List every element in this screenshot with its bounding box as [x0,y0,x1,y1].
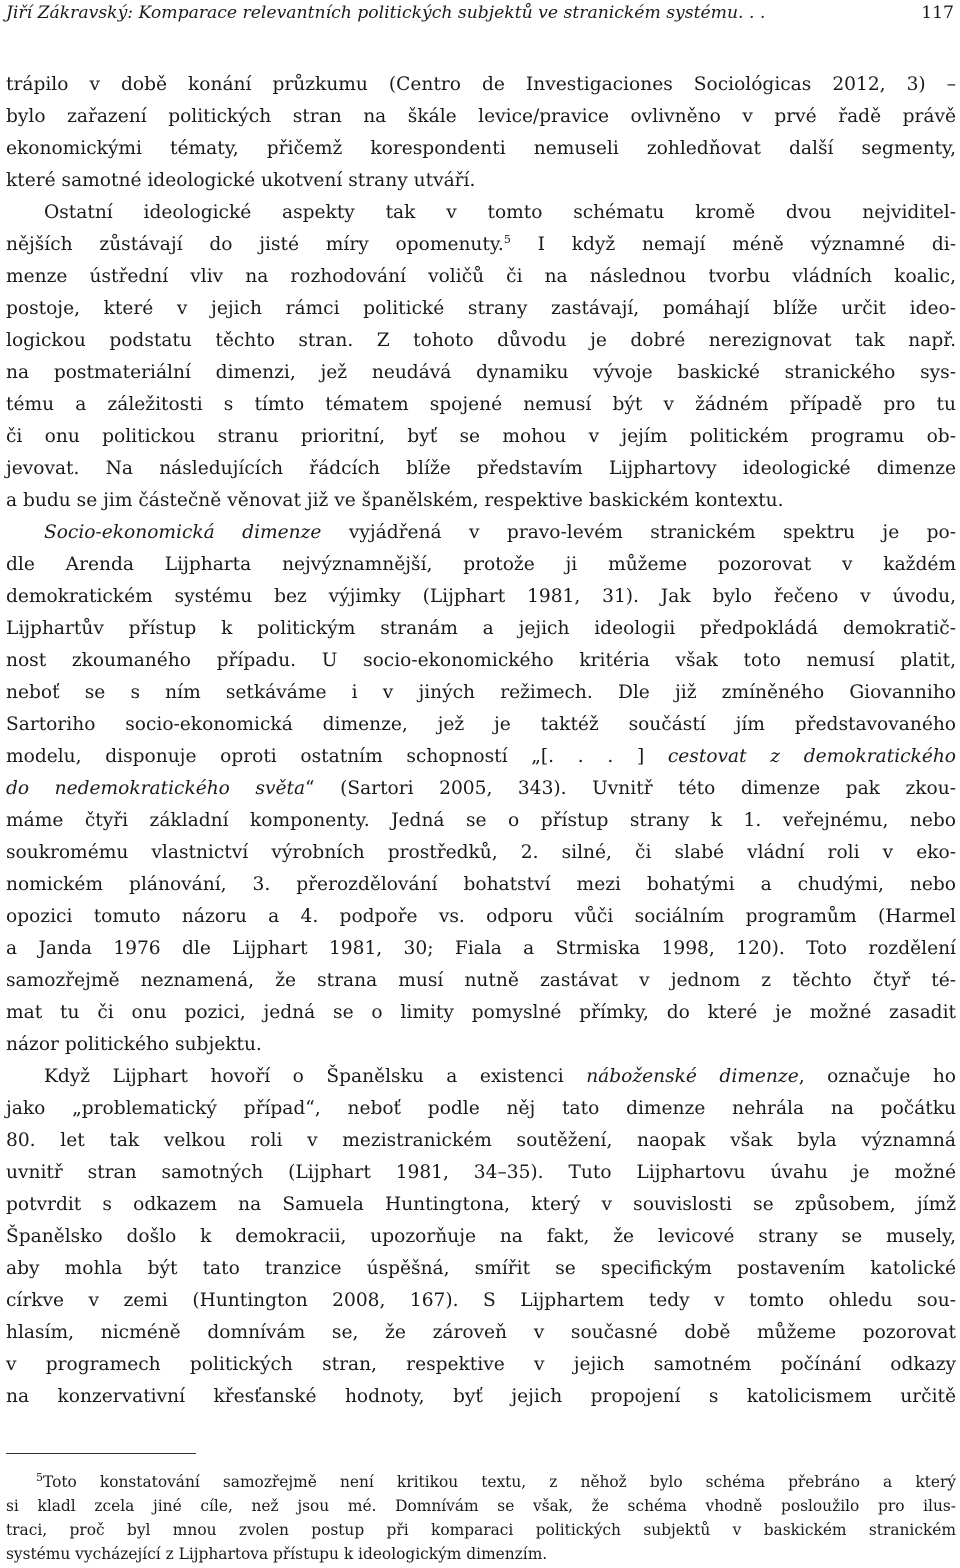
footnote-ref: 5 [503,232,511,246]
running-header [6,0,954,26]
body-line: Lijphartův přístup k politickým stranám a jejich ideologii předpokládá demokratič- [6,618,956,639]
body-line: opozici tomuto názoru a 4. podpoře vs. odporu vůči sociálním programům (Harmel [6,906,956,927]
body-line: neboť se s ním setkáváme i v jiných režimech. Dle již zmíněného Giovanniho [6,682,956,703]
body-line: bylo zařazení politických stran na škále levice/pravice ovlivněno v prvé řadě právě [6,106,956,127]
body-line: menze ústřední vliv na rozhodování voličů či na následnou tvorbu vládních koalic, [6,266,956,287]
body-line: jevovat. Na následujících řádcích blíže představím Lijphartovy ideologické dimenze [6,458,956,479]
body-line: samozřejmě neznamená, že strana musí nutně zastávat v jednom z těchto čtyř té- [6,970,956,991]
body-line: modelu, disponuje oproti ostatním schopností „[. . . ] cestovat z demokratického [6,746,956,767]
footnote-line: systému vycházející z Lijphartova přístupu k ideologickým dimenzím. [6,1545,548,1563]
body-line: 80. let tak velkou roli v mezistranickém soutěžení, naopak však byla významná [6,1130,956,1151]
body-line: na postmateriální dimenzi, jež neudává dynamiku vývoje baskické stranického sys- [6,362,956,383]
body-line: či onu politickou stranu prioritní, byť se mohou v jejím politickém programu ob- [6,426,956,447]
body-line: aby mohla být tato tranzice úspěšná, smířit se specifickým postavením katolické [6,1258,956,1279]
body-line: soukromému vlastnictví výrobních prostředků, 2. silné, či slabé vládní roli v eko- [6,842,956,863]
body-line: Socio-ekonomická dimenze vyjádřená v pravo-levém stranickém spektru je po- [44,522,956,543]
body-line: Španělsko došlo k demokracii, upozorňuje na fakt, že levicové strany se musely, [6,1226,956,1247]
body-line: názor politického subjektu. [6,1034,262,1055]
body-line: tému a záležitosti s tímto tématem spojené nemusí být v žádném případě pro tu [6,394,956,415]
running-title: Jiří Zákravský: Komparace relevantních politických subjektů ve stranickém systému. . . [6,3,766,23]
page-number: 117 [921,3,954,23]
body-line: trápilo v době konání průzkumu (Centro de Investigaciones Sociológicas 2012, 3) – [6,74,956,95]
body-line: v programech politických stran, respektive v jejich samotném počínání odkazy [6,1354,956,1375]
body-line: dle Arenda Lijpharta nejvýznamnější, protože ji můžeme pozorovat v každém [6,554,956,575]
body-line: hlasím, nicméně domnívám se, že zároveň v současné době můžeme pozorovat [6,1322,956,1343]
body-line: logickou podstatu těchto stran. Z tohoto důvodu je dobré nerezignovat tak např. [6,330,956,351]
body-line: a Janda 1976 dle Lijphart 1981, 30; Fiala a Strmiska 1998, 120). Toto rozdělení [6,938,956,959]
body-line: Sartoriho socio-ekonomická dimenze, jež je taktéž součástí jím představovaného [6,714,956,735]
body-line: církve v zemi (Huntington 2008, 167). S Lijphartem tedy v tomto ohledu sou- [6,1290,956,1311]
body-line: máme čtyři základní komponenty. Jedná se o přístup strany k 1. veřejnému, nebo [6,810,956,831]
body-line: mat tu či onu pozici, jedná se o limity pomyslné přímky, do které je možné zasadit [6,1002,956,1023]
body-line: jako „problematický případ“, neboť podle něj tato dimenze nehrála na počátku [6,1098,956,1119]
body-line: nomickém plánování, 3. přerozdělování bohatství mezi bohatými a chudými, nebo [6,874,956,895]
body-line: nost zkoumaného případu. U socio-ekonomického kritéria však toto nemusí platit, [6,650,956,671]
body-line: ekonomickými tématy, přičemž korespondenti nemuseli zohledňovat další segmenty, [6,138,956,159]
body-line: do nedemokratického světa“ (Sartori 2005, 343). Uvnitř této dimenze pak zkou- [6,778,956,799]
body-line: Když Lijphart hovoří o Španělsku a existenci náboženské dimenze, označuje ho [44,1066,956,1087]
body-line: nějších zůstávají do jisté míry opomenuty.$^5$ I když nemají méně významné di- [6,232,956,255]
body-line: a budu se jim částečně věnovat již ve španělském, respektive baskickém kontextu. [6,490,784,511]
body-line: Ostatní ideologické aspekty tak v tomto schématu kromě dvou nejviditel- [44,202,956,223]
body-line: na konzervativní křesťanské hodnoty, byť jejich propojení s katolicismem určitě [6,1386,956,1407]
body-line: demokratickém systému bez výjimky (Lijphart 1981, 31). Jak bylo řečeno v úvodu, [6,586,956,607]
footnote-rule [6,1453,196,1454]
body-line: uvnitř stran samotných (Lijphart 1981, 34–35). Tuto Lijphartovu úvahu je možné [6,1162,956,1183]
footnote-line: traci, proč byl mnou zvolen postup při komparaci politických subjektů v baskickém stranickém [6,1521,956,1539]
body-line: potvrdit s odkazem na Samuela Huntingtona, který v souvislosti se způsobem, jímž [6,1194,956,1215]
footnote-line: si kladl zcela jiné cíle, než jsou mé. Domnívám se však, že schéma vhodně posloužilo pro ilus- [6,1497,956,1515]
body-line: postoje, které v jejich rámci politické strany zastávají, pomáhají blíže určit ideo- [6,298,956,319]
body-line: které samotné ideologické ukotvení strany utváří. [6,170,476,191]
footnote-number: 5 [36,1470,43,1484]
footnote-line: $^5$Toto konstatování samozřejmě není kritikou textu, z něhož bylo schéma přebráno a který [36,1470,956,1491]
